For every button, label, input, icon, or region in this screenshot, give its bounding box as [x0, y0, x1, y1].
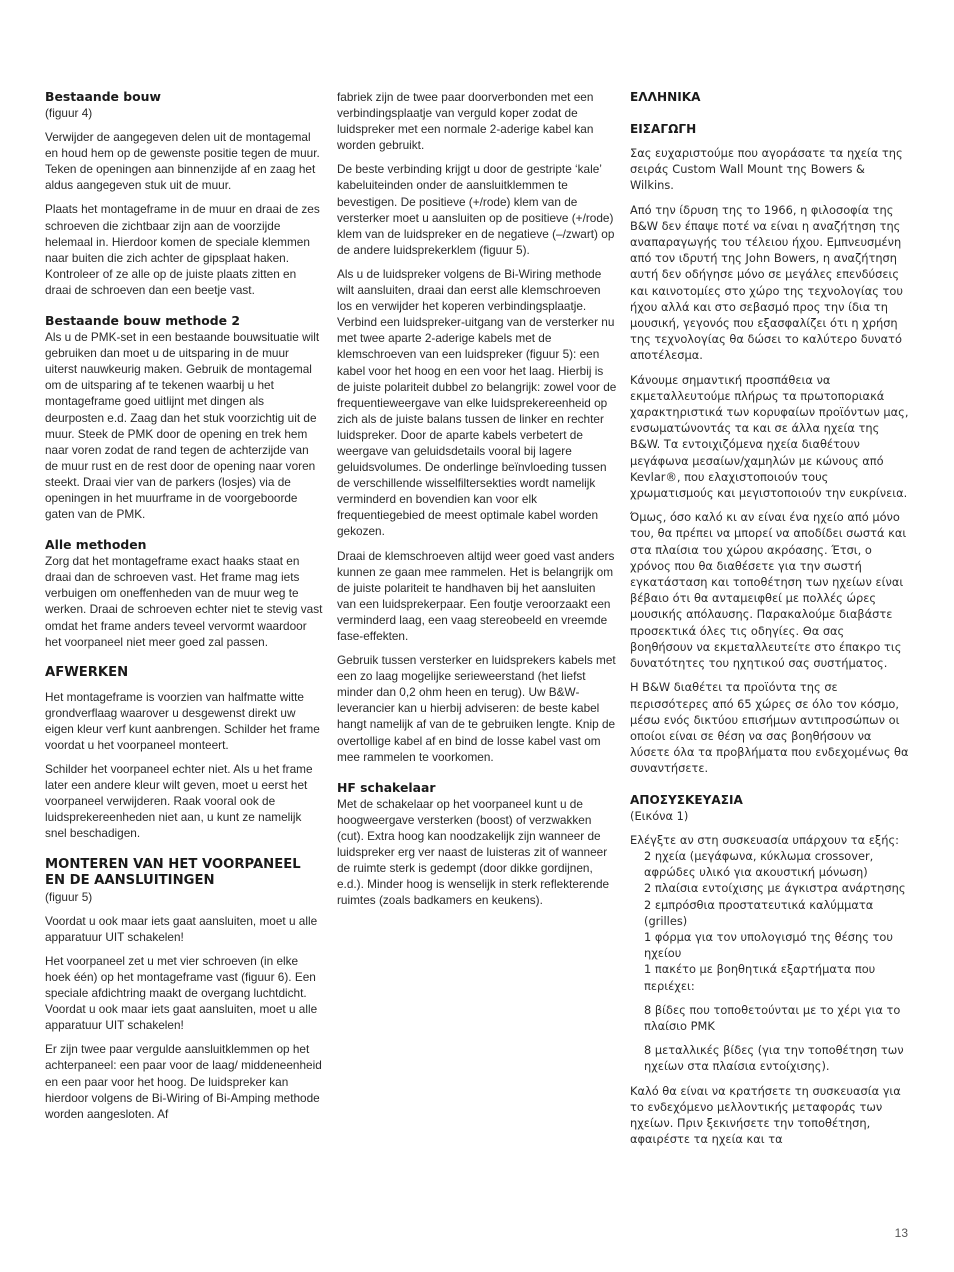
- page-number: 13: [894, 1226, 908, 1240]
- section-hf-schakelaar: [337, 780, 617, 909]
- heading-alle-methoden: Alle methoden: [45, 537, 147, 553]
- paragraph: Het voorpaneel zet u met vier schroeven (in elke hoek één) op het montageframe vast (figuur 6). Een speciale afdichtring maakt de overgang luchtdicht. Voordat u ook maar iets gaat aansluiten, moet u alle apparatuur UIT schakelen!: [45, 953, 318, 1033]
- section-afwerken: [45, 665, 323, 842]
- figure-ref: (figuur 5): [45, 889, 93, 904]
- section-unpacking: [630, 792, 910, 1148]
- paragraph: De beste verbinding krijgt u door de gestripte ‘kale’ kabeluiteinden onder de aansluitklemmen te bevestigen. De positieve (+/rode) klem van de versterker moet u aansluiten op de positieve (+/rode) klem van de luidspreker en de negatieve (–/zwart) op de andere luidsprekerklem (figuur 5).: [337, 162, 615, 257]
- section-monteren: [45, 857, 323, 1122]
- section-bestaande-bouw: [45, 89, 323, 298]
- heading-bestaande-bouw: Bestaande bouw: [45, 89, 161, 104]
- paragraph: Από την ίδρυση της το 1966, η φιλοσοφία της B&W δεν έπαψε ποτέ να είναι η αναζήτηση της αναπαραγωγής του τέλειου ήχου. Εμπνευσμένη από τον ιδρυτή της John Bowers, η αναζήτηση αυτή δεν οδήγησε μόνο σε μεγάλες επενδύσεις και καινοτομίες στο χώρο της τεχνολογίας του ήχου αλλά και στο σεβασμό προς την ίδια τη μουσική, γεγονός που εξασφαλίζει ότι η χρήση της τεχνολογίας θα δώσει το καλύτερο δυνατό αποτέλεσμα.: [630, 202, 903, 363]
- list-item: 8 μεταλλικές βίδες (για την τοποθέτηση των ηχείων στα πλαίσια εντοίχισης).: [644, 1043, 904, 1074]
- heading-unpacking: ΑΠΟΣΥΣΚΕΥΑΣΙΑ: [630, 792, 743, 807]
- heading-language: ΕΛΛΗΝΙΚΑ: [630, 90, 701, 104]
- paragraph: Er zijn twee paar vergulde aansluitklemmen op het achterpaneel: een paar voor de laag/ middeneenheid en een paar voor het hoog. De luidspreker kan hierdoor volgens de Bi-Wiring of Bi-Amping methode worden aangesloten. Af: [45, 1042, 322, 1121]
- paragraph: Όμως, όσο καλό κι αν είναι ένα ηχείο από μόνο του, θα πρέπει να μπορεί να αποδίδει σωστά και στα πλαίσια του χώρου ακρόασης. Έτσι, ο χρόνος που θα διαθέσετε για την σωστή εγκατάσταση και τοποθέτηση των ηχείων είναι βέβαιο ότι θα ανταμειφθεί με πολλές ώρες μουσικής απόλαυσης. Παρακαλούμε διαβάστε προσεκτικά όλες τις οδηγίες. Θα σας βοηθήσουν να εκμεταλλευτείτε στο έπακρο τις δυνατότητες του ηχητικού σας συστήματος.: [630, 510, 907, 671]
- paragraph: Het montageframe is voorzien van halfmatte witte grondverflaag waarover u desgewenst direkt uw eigen kleur verf kunt aanbrengen. Schilder het frame voordat u het voorpaneel monteert.: [45, 689, 320, 752]
- heading-hf-schakelaar: HF schakelaar: [337, 779, 436, 795]
- column-middle: [337, 89, 617, 916]
- paragraph: Verwijder de aangegeven delen uit de montagemal en houd hem op de gewenste positie tegen de muur. Teken de openingen aan binnenzijde af en zaag het aldus aangegeven stuk uit de muur.: [45, 130, 320, 193]
- paragraph: Als u de PMK-set in een bestaande bouwsituatie wilt gebruiken dan moet u de uitsparing in de muur uiterst nauwkeurig maken. Gebruik de montagemal om de uitsparing af te tekenen waarbij u het montageframe goed uitlijnt met dingen als deurposten e.d. Zaag dan het stuk voorzichtig uit de muur. Steek de PMK door de opening en trek hem naar voren zodat de rand tegen de achterzijde van de muur rust en de rest door de opening naar voren steekt. Draai vier van de parkers (losjes) via de openingen in het muurframe in de voorgeboorde gaten van de PMK.: [45, 330, 320, 522]
- paragraph: Gebruik tussen versterker en luidsprekers kabels met een zo laag mogelijke serieweerstand (het liefst minder dan 0,2 ohm heen en terug). Uw B&W-leverancier kan u hierbij adviseren: de beste kabel hangt namelijk af van de te gebruiken lengte. Knip de overtollige kabel af en bind de losse kabel vast om mee rammelen te voorkomen.: [337, 653, 616, 764]
- section-alle-methoden: [45, 537, 323, 650]
- paragraph: Plaats het montageframe in de muur en draai de zes schroeven die zichtbaar zijn aan de voorzijde helemaal in. Hierdoor komen de speciale klemmen naar buiten die zich achter de gipsplaat haken. Kontroleer of ze alle op de juiste plaats zitten en draai de schroeven dan een beetje vast.: [45, 202, 320, 297]
- paragraph: Καλό θα είναι να κρατήσετε τη συσκευασία για το ενδεχόμενο μελλοντικής μεταφοράς των ηχείων. Πριν ξεκινήσετε την τοποθέτηση, αφαιρέστε τα ηχεία και τα: [630, 1083, 901, 1147]
- heading-intro: ΕΙΣΑΓΩΓΗ: [630, 122, 697, 136]
- paragraph: Ελέγξτε αν στη συσκευασία υπάρχουν τα εξής:: [630, 832, 899, 847]
- column-right: [630, 89, 910, 1155]
- list-item: 1 φόρμα για τον υπολογισμό της θέσης του ηχείου: [644, 929, 893, 961]
- paragraph: Σας ευχαριστούμε που αγοράσατε τα ηχεία της σειράς Custom Wall Mount της Bowers & Wilkins.: [630, 146, 903, 193]
- paragraph: Η B&W διαθέτει τα προϊόντα της σε περισσότερες από 65 χώρες σε όλο τον κόσμο, μέσω ενός δικτύου επισήμων αντιπροσώπων οι οποίοι είναι σε θέση να σας βοηθήσουν να λύσετε όλα τα προβλήματα που ενδεχομένως θα συναντήσετε.: [630, 680, 909, 776]
- heading-monteren: MONTEREN VAN HET VOORPANEEL EN DE AANSLUITINGEN: [45, 856, 301, 888]
- figure-ref: (Εικόνα 1): [630, 808, 689, 823]
- heading-bestaande-bouw-methode-2: Bestaande bouw methode 2: [45, 313, 241, 329]
- paragraph: Als u de luidspreker volgens de Bi-Wiring methode wilt aansluiten, draai dan eerst alle klemschroeven los en verwijder het koperen verbindingsplaatje. Verbind een luidspreker-uitgang van de versterker nu met twee aparte 2-aderige kabels met de klemschroeven van een luidspreker (figuur 5): een kabel voor het hoog en een voor het laag. Hierbij is de juiste polariteit dubbel zo belangrijk: zowel voor de frequentieweergave van elke luidsprekereenheid op zich als de juiste balans tussen de linker en rechter luidspreker. Door de aparte kabels verbetert de weergave van geluidsdetails vooral bij lagere geluidsvolumes. De onderlinge beïnvloeding tussen de verschillende wisselfiltersekties wordt namelijk verminderd en bovendien kan voor elk frequentiegebied de meest optimale kabel worden gekozen.: [337, 266, 617, 539]
- paragraph: Voordat u ook maar iets gaat aansluiten, moet u alle apparatuur UIT schakelen!: [45, 913, 318, 944]
- section-bestaande-bouw-methode-2: [45, 313, 323, 522]
- heading-afwerken: AFWERKEN: [45, 664, 129, 680]
- list-item: 8 βίδες που τοποθετούνται με το χέρι για το πλαίσιο PMK: [644, 1002, 901, 1033]
- paragraph: Draai de klemschroeven altijd weer goed vast anders kunnen ze gaan mee rammelen. Het is belangrijk om de juiste polariteit te handhaven bij het aansluiten van een luidsprekerpaar. Een foutje veroorzaakt een verminderd laag, een vaag stereobeeld en vreemde fase-effekten.: [337, 548, 615, 643]
- list-item: 1 πακέτο με βοηθητικά εξαρτήματα που περιέχει:: [644, 962, 876, 993]
- paragraph: fabriek zijn de twee paar doorverbonden met een verbindingsplaatje van verguld koper zodat de luidspreker met een normale 2-aderige kabel kan worden gebruikt.: [337, 90, 594, 153]
- paragraph: Κάνουμε σημαντική προσπάθεια να εκμεταλλευτούμε πλήρως τα πρωτοποριακά χαρακτηριστικά των κορυφαίων προϊόντων μας, ενσωματώνοντάς τα και σε άλλα ηχεία της B&W. Τα εντοιχιζόμενα ηχεία διαθέτουν μεγάφωνα μεσαίων/χαμηλών με κώνους από Kevlar®, που ελαχιστοποιούν τους χρωματισμούς και μεγιστοποιούν την ευκρίνεια.: [630, 372, 909, 501]
- list-item: 2 πλαίσια εντοίχισης με άγκιστρα ανάρτησης: [644, 881, 906, 896]
- paragraph: Schilder het voorpaneel echter niet. Als u het frame later een andere kleur wilt geven, moet u eerst het voorpaneel verwijderen. Raak vooral ook de luidsprekereenheden niet aan, u kunt ze namelijk snel beschadigen.: [45, 762, 313, 841]
- list-item: 2 ηχεία (μεγάφωνα, κύκλωμα crossover, αφρώδες υλικό για ακουστική μόνωση): [644, 848, 874, 880]
- paragraph: Zorg dat het montageframe exact haaks staat en draai dan de schroeven vast. Het frame mag iets verbuigen om oneffenheden van de muur weg te werken. Draai de schroeven echter niet te stevig vast omdat het frame anders teveel vervormt waardoor het voorpaneel niet meer goed zal passen.: [45, 554, 323, 649]
- column-left: [45, 89, 323, 1130]
- figure-ref: (figuur 4): [45, 106, 93, 120]
- list-item: 2 εμπρόσθια προστατευτικά καλύμματα (grilles): [644, 897, 874, 928]
- paragraph: Met de schakelaar op het voorpaneel kunt u de hoogweergave versterken (boost) of verzwakken (cut). Extra hoog kan noodzakelijk zijn wanneer de luidspreker erg ver naast de luisteras zit of wanneer de ruimte sterk is gedempt (door dikke gordijnen, e.d.). Minder hoog is wenselijk in sterk reflekterende ruimtes (zoals badkamers en keukens).: [337, 796, 610, 908]
